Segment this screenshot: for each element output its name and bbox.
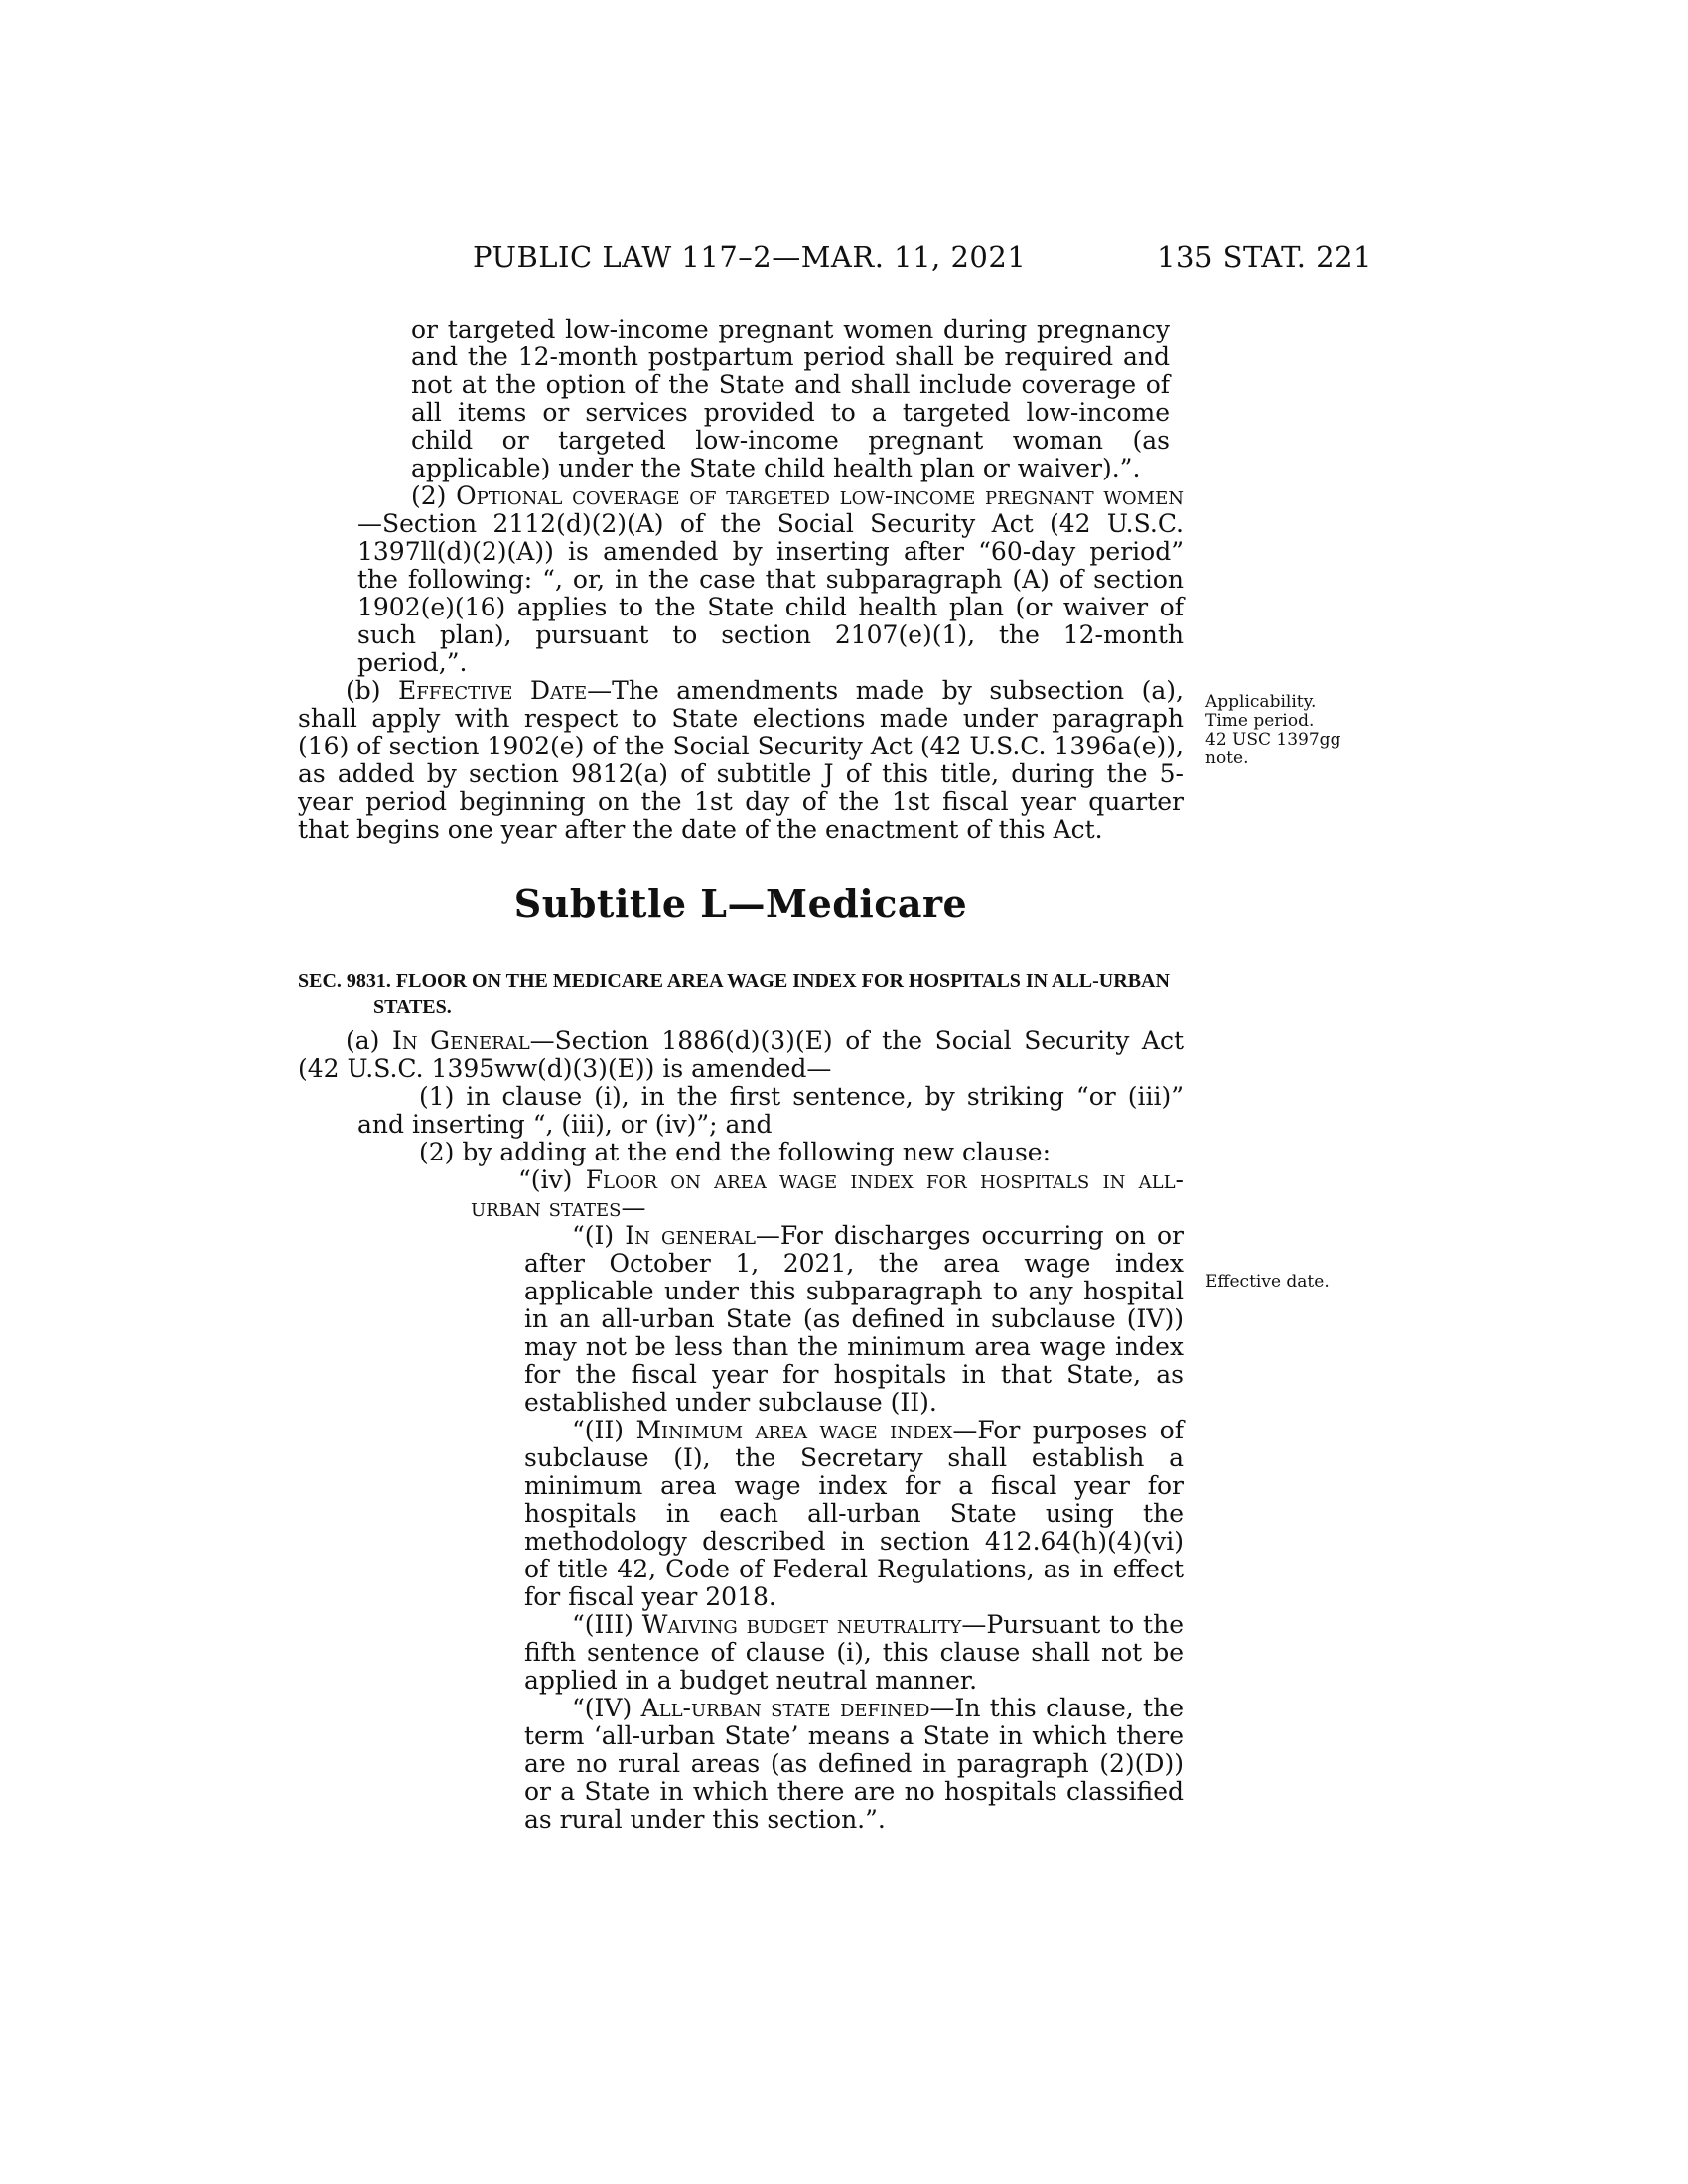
paragraph-heading: Effective Date [398, 676, 588, 705]
paragraph-number: (b) [346, 676, 381, 705]
subclause-iv [298, 1695, 1184, 1834]
list-item-2: (2) by adding at the end the following new clause: [419, 1138, 1051, 1166]
subclause-number: “(I) [572, 1221, 615, 1250]
clause-number: “(iv) [518, 1165, 573, 1194]
margin-note-line: Applicability. [1205, 692, 1317, 712]
subclause-number: “(II) [572, 1416, 625, 1444]
paragraph-text: —Section 2112(d)(2)(A) of the Social Security Act (42 U.S.C. 1397ll(d)(2)(A)) is amended by inserting after “60-day period” the following: “, or, in the case that subparagraph (A) of section 1902(e)(16) applies to the State child health plan (or waiver of such plan), pursuant to section 2107(e)(1), the 12-month period,”. [357, 509, 1184, 677]
subclause-text: —For discharges occurring on or after October 1, 2021, the area wage index applicable under this subparagraph to any hospital in an all-urban State (as defined in subclause (IV)) may not be less than the minimum area wage index for the fiscal year for hospitals in that State, as established under subclause (II). [524, 1221, 1184, 1417]
paragraph-heading: Optional coverage of targeted low-income pregnant women [456, 481, 1184, 510]
page-header [298, 240, 1372, 284]
subclause-heading: Minimum area wage index [635, 1416, 953, 1444]
subclause-text: —For purposes of subclause (I), the Secretary shall establish a minimum area wage index for a fiscal year for hospitals in each all-urban State using the methodology described in section 412.64(h)(4)(vi) of title 42, Code of Federal Regulations, as in effect for fiscal year 2018. [524, 1416, 1184, 1611]
statute-page-number: 135 STAT. 221 [1157, 240, 1372, 274]
margin-note-line: note. [1205, 749, 1249, 768]
paragraph-number: (2) [411, 481, 447, 510]
section-heading: SEC. 9831. FLOOR ON THE MEDICARE AREA WAGE INDEX FOR HOSPITALS IN ALL-URBAN STATES. [298, 970, 1170, 1018]
subsection-in-general [298, 1027, 1184, 1083]
subclause-number: “(IV) [572, 1694, 633, 1722]
subclause-heading: Waiving budget neutrality [641, 1610, 962, 1639]
subtitle-heading: Subtitle L—Medicare [513, 882, 968, 926]
subsection-heading: In General [391, 1026, 530, 1055]
clause-heading: Floor on area wage index for hospitals in all-urban states [471, 1165, 1184, 1222]
list-item-1: (1) in clause (i), in the first sentence, by striking “or (iii)” and inserting “, (iii), or (iv)”; and [357, 1082, 1184, 1139]
subclause-text: —Pursuant to the fifth sentence of clause (i), this clause shall not be applied in a budget neutral manner. [524, 1610, 1184, 1695]
paragraph-text: —The amendments made by subsection (a), shall apply with respect to State elections made under paragraph (16) of section 1902(e) of the Social Security Act (42 U.S.C. 1396a(e)), as added by section 9812(a) of subtitle J of this title, during the 5-year period beginning on the 1st day of the 1st fiscal year quarter that begins one year after the date of the enactment of this Act. [298, 676, 1184, 844]
subclause-number: “(III) [572, 1610, 633, 1639]
subclause-iii [298, 1611, 1184, 1695]
document-body [298, 316, 1184, 1834]
margin-note-effective-date [1205, 1273, 1374, 1292]
subclause-heading: In general [625, 1221, 756, 1250]
clause-text: — [621, 1193, 646, 1222]
paragraph-effective-date [298, 677, 1184, 844]
paragraph-continuation: or targeted low-income pregnant women during pregnancy and the 12-month postpartum period shall be required and not at the option of the State and shall include coverage of all items or services provided to a targeted low-income child or targeted low-income pregnant woman (as applicable) under the State child health plan or waiver).”. [411, 315, 1170, 482]
paragraph-optional-coverage [298, 482, 1184, 677]
subsection-number: (a) [346, 1026, 380, 1055]
margin-note-applicability [1205, 693, 1374, 768]
margin-note-line: Time period. [1205, 711, 1315, 731]
subclause-text: —In this clause, the term ‘all-urban State’ means a State in which there are no rural areas (as defined in paragraph (2)(D)) or a State in which there are no hospitals classified as rural under this section.”. [524, 1694, 1184, 1834]
public-law-citation: PUBLIC LAW 117–2—MAR. 11, 2021 [473, 240, 1027, 274]
margin-note-line: 42 USC 1397gg [1205, 730, 1341, 750]
subclause-i [298, 1222, 1184, 1417]
subclause-ii [298, 1417, 1184, 1611]
clause-iv [298, 1166, 1184, 1222]
margin-note-line: Effective date. [1205, 1272, 1330, 1292]
subclause-heading: All-urban state defined [640, 1694, 930, 1722]
subsection-text: —Section 1886(d)(3)(E) of the Social Security Act (42 U.S.C. 1395ww(d)(3)(E)) is amended— [298, 1026, 1184, 1083]
